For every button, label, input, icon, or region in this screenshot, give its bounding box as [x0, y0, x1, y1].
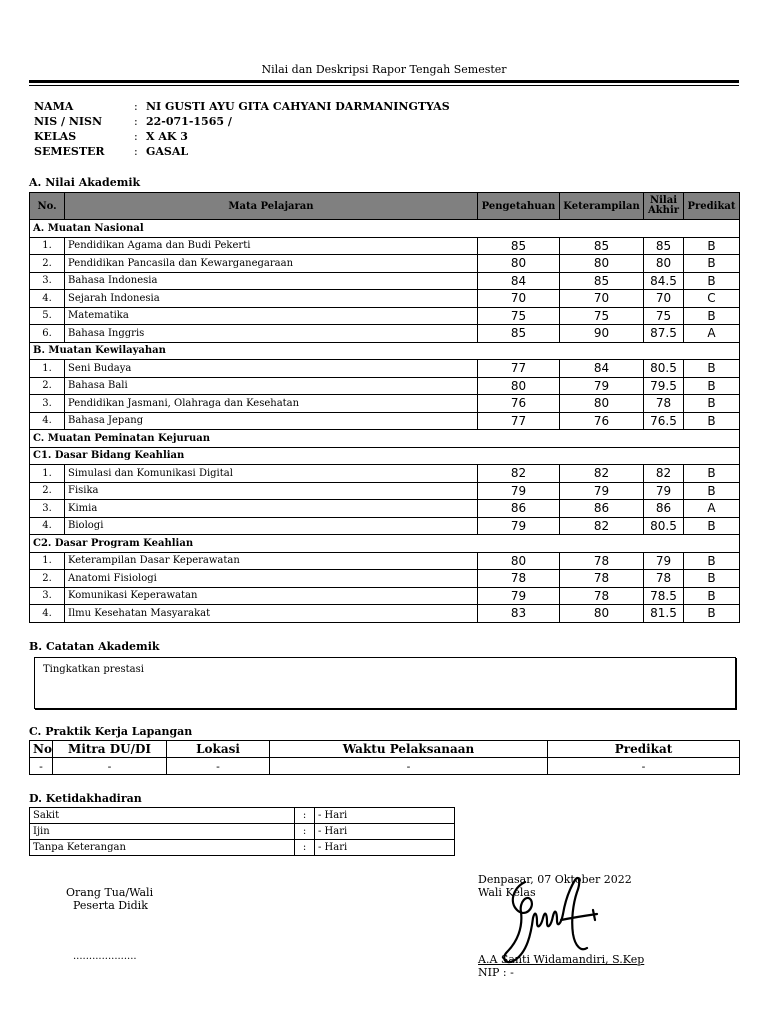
student-label: SEMESTER — [34, 145, 105, 158]
final-score: 76.5 — [644, 412, 684, 430]
final-score: 79.5 — [644, 377, 684, 395]
pkl-header-no: No — [30, 741, 53, 758]
attendance-value: - Hari — [315, 808, 455, 824]
subject-name: Pendidikan Agama dan Budi Pekerti — [65, 237, 478, 255]
subject-name: Anatomi Fisiologi — [65, 570, 478, 588]
final-score: 79 — [644, 552, 684, 570]
student-row — [34, 114, 450, 129]
attendance-label: Sakit — [30, 808, 295, 824]
predicate: B — [684, 570, 740, 588]
attendance-row — [30, 824, 455, 840]
header-skill: Keterampilan — [560, 193, 644, 220]
skill-score: 82 — [560, 517, 644, 535]
pkl-header-location: Lokasi — [167, 741, 270, 758]
subject-name: Bahasa Bali — [65, 377, 478, 395]
final-score: 80.5 — [644, 360, 684, 378]
header-knowledge: Pengetahuan — [478, 193, 560, 220]
predicate: A — [684, 500, 740, 518]
internship-row — [30, 758, 740, 775]
subject-name: Ilmu Kesehatan Masyarakat — [65, 605, 478, 623]
knowledge-score: 80 — [478, 377, 560, 395]
skill-score: 78 — [560, 587, 644, 605]
knowledge-score: 79 — [478, 517, 560, 535]
student-row — [34, 144, 450, 159]
table-row — [30, 290, 740, 308]
skill-score: 79 — [560, 482, 644, 500]
row-number: 1. — [30, 552, 65, 570]
table-row — [30, 570, 740, 588]
academic-note-box — [34, 657, 736, 709]
group-title: B. Muatan Kewilayahan — [30, 342, 740, 360]
row-number: 5. — [30, 307, 65, 325]
attendance-value: - Hari — [315, 824, 455, 840]
subject-name: Seni Budaya — [65, 360, 478, 378]
row-number: 1. — [30, 237, 65, 255]
predicate: C — [684, 290, 740, 308]
header-no: No. — [30, 193, 65, 220]
attendance-label: Ijin — [30, 824, 295, 840]
knowledge-score: 78 — [478, 570, 560, 588]
final-score: 80 — [644, 255, 684, 273]
knowledge-score: 85 — [478, 325, 560, 343]
final-score: 78.5 — [644, 587, 684, 605]
skill-score: 80 — [560, 255, 644, 273]
group-title: C1. Dasar Bidang Keahlian — [30, 447, 740, 465]
student-label: NIS / NISN — [34, 115, 103, 128]
row-number: 3. — [30, 395, 65, 413]
knowledge-score: 79 — [478, 482, 560, 500]
skill-score: 85 — [560, 237, 644, 255]
table-row — [30, 360, 740, 378]
colon: : — [134, 130, 138, 143]
row-number: 4. — [30, 290, 65, 308]
predicate: B — [684, 517, 740, 535]
group-title: C. Muatan Peminatan Kejuruan — [30, 430, 740, 448]
student-label: NAMA — [34, 100, 74, 113]
pkl-partner: - — [53, 758, 167, 775]
attendance-value: - Hari — [315, 840, 455, 856]
attendance-table — [29, 807, 455, 856]
subject-name: Pendidikan Jasmani, Olahraga dan Kesehatan — [65, 395, 478, 413]
knowledge-score: 85 — [478, 237, 560, 255]
internship-table — [29, 740, 740, 775]
group-row — [30, 430, 740, 448]
title-rule — [29, 80, 739, 83]
student-label: KELAS — [34, 130, 77, 143]
teacher-name: A.A Santi Widamandiri, S.Kep — [478, 953, 645, 966]
header-predicate: Predikat — [684, 193, 740, 220]
row-number: 1. — [30, 360, 65, 378]
pkl-no: - — [30, 758, 53, 775]
final-score: 82 — [644, 465, 684, 483]
subject-name: Matematika — [65, 307, 478, 325]
teacher-nip: NIP : - — [478, 966, 514, 979]
table-row — [30, 605, 740, 623]
final-score: 84.5 — [644, 272, 684, 290]
predicate: B — [684, 377, 740, 395]
skill-score: 85 — [560, 272, 644, 290]
colon: : — [295, 808, 315, 824]
header-final-line1: Nilai — [649, 195, 678, 206]
academic-note-text: Tingkatkan prestasi — [43, 664, 144, 675]
knowledge-score: 80 — [478, 552, 560, 570]
colon: : — [134, 145, 138, 158]
skill-score: 80 — [560, 395, 644, 413]
knowledge-score: 86 — [478, 500, 560, 518]
table-row — [30, 272, 740, 290]
parent-label-2: Peserta Didik — [73, 899, 148, 912]
subject-name: Simulasi dan Komunikasi Digital — [65, 465, 478, 483]
pkl-header-predicate: Predikat — [548, 741, 740, 758]
predicate: B — [684, 272, 740, 290]
table-row — [30, 482, 740, 500]
predicate: B — [684, 587, 740, 605]
table-row — [30, 377, 740, 395]
section-b-title: B. Catatan Akademik — [29, 640, 160, 653]
predicate: B — [684, 552, 740, 570]
skill-score: 78 — [560, 552, 644, 570]
header-subject: Mata Pelajaran — [65, 193, 478, 220]
colon: : — [134, 115, 138, 128]
predicate: B — [684, 237, 740, 255]
parent-signature-line: .................... — [73, 951, 137, 962]
knowledge-score: 82 — [478, 465, 560, 483]
row-number: 1. — [30, 465, 65, 483]
skill-score: 86 — [560, 500, 644, 518]
colon: : — [295, 840, 315, 856]
grades-table — [29, 192, 740, 623]
skill-score: 76 — [560, 412, 644, 430]
predicate: B — [684, 395, 740, 413]
colon: : — [134, 100, 138, 113]
final-score: 70 — [644, 290, 684, 308]
colon: : — [295, 824, 315, 840]
skill-score: 79 — [560, 377, 644, 395]
predicate: B — [684, 465, 740, 483]
student-info — [34, 99, 450, 159]
group-title: A. Muatan Nasional — [30, 220, 740, 238]
attendance-row — [30, 840, 455, 856]
student-row — [34, 129, 450, 144]
knowledge-score: 83 — [478, 605, 560, 623]
table-row — [30, 517, 740, 535]
attendance-label: Tanpa Keterangan — [30, 840, 295, 856]
table-row — [30, 255, 740, 273]
group-row — [30, 220, 740, 238]
section-c-title: C. Praktik Kerja Lapangan — [29, 725, 193, 738]
row-number: 4. — [30, 412, 65, 430]
row-number: 3. — [30, 587, 65, 605]
document-title: Nilai dan Deskripsi Rapor Tengah Semester — [261, 63, 507, 76]
knowledge-score: 77 — [478, 412, 560, 430]
table-row — [30, 465, 740, 483]
knowledge-score: 80 — [478, 255, 560, 273]
student-name: NI GUSTI AYU GITA CAHYANI DARMANINGTYAS — [146, 100, 450, 113]
subject-name: Kimia — [65, 500, 478, 518]
internship-header-row — [30, 741, 740, 758]
skill-score: 75 — [560, 307, 644, 325]
pkl-predicate: - — [548, 758, 740, 775]
final-score: 87.5 — [644, 325, 684, 343]
group-title: C2. Dasar Program Keahlian — [30, 535, 740, 553]
parent-label-1: Orang Tua/Wali — [66, 886, 154, 899]
header-final-line2: Akhir — [647, 205, 680, 216]
section-d-title: D. Ketidakhadiran — [29, 792, 142, 805]
final-score: 78 — [644, 570, 684, 588]
subject-name: Biologi — [65, 517, 478, 535]
table-row — [30, 412, 740, 430]
grades-header-row — [30, 193, 740, 220]
final-score: 79 — [644, 482, 684, 500]
table-row — [30, 237, 740, 255]
row-number: 4. — [30, 605, 65, 623]
subject-name: Pendidikan Pancasila dan Kewarganegaraan — [65, 255, 478, 273]
table-row — [30, 325, 740, 343]
knowledge-score: 84 — [478, 272, 560, 290]
section-a-title: A. Nilai Akademik — [29, 176, 141, 189]
row-number: 3. — [30, 500, 65, 518]
skill-score: 82 — [560, 465, 644, 483]
subject-name: Fisika — [65, 482, 478, 500]
attendance-row — [30, 808, 455, 824]
predicate: A — [684, 325, 740, 343]
subject-name: Bahasa Inggris — [65, 325, 478, 343]
row-number: 2. — [30, 570, 65, 588]
knowledge-score: 79 — [478, 587, 560, 605]
predicate: B — [684, 482, 740, 500]
student-row — [34, 99, 450, 114]
pkl-header-partner: Mitra DU/DI — [53, 741, 167, 758]
row-number: 2. — [30, 255, 65, 273]
student-class: X AK 3 — [146, 130, 188, 143]
final-score: 75 — [644, 307, 684, 325]
table-row — [30, 500, 740, 518]
pkl-time: - — [270, 758, 548, 775]
final-score: 80.5 — [644, 517, 684, 535]
subject-name: Keterampilan Dasar Keperawatan — [65, 552, 478, 570]
skill-score: 90 — [560, 325, 644, 343]
row-number: 3. — [30, 272, 65, 290]
pkl-location: - — [167, 758, 270, 775]
row-number: 2. — [30, 377, 65, 395]
row-number: 4. — [30, 517, 65, 535]
student-nis: 22-071-1565 / — [146, 115, 232, 128]
table-row — [30, 307, 740, 325]
skill-score: 80 — [560, 605, 644, 623]
skill-score: 84 — [560, 360, 644, 378]
predicate: B — [684, 412, 740, 430]
final-score: 85 — [644, 237, 684, 255]
group-row — [30, 447, 740, 465]
skill-score: 70 — [560, 290, 644, 308]
group-row — [30, 535, 740, 553]
subject-name: Sejarah Indonesia — [65, 290, 478, 308]
knowledge-score: 75 — [478, 307, 560, 325]
predicate: B — [684, 255, 740, 273]
group-row — [30, 342, 740, 360]
student-semester: GASAL — [146, 145, 189, 158]
subject-name: Komunikasi Keperawatan — [65, 587, 478, 605]
knowledge-score: 77 — [478, 360, 560, 378]
row-number: 2. — [30, 482, 65, 500]
header-final-score — [644, 193, 684, 220]
grades-body — [30, 220, 740, 623]
row-number: 6. — [30, 325, 65, 343]
skill-score: 78 — [560, 570, 644, 588]
knowledge-score: 76 — [478, 395, 560, 413]
predicate: B — [684, 605, 740, 623]
pkl-header-time: Waktu Pelaksanaan — [270, 741, 548, 758]
table-row — [30, 395, 740, 413]
table-row — [30, 587, 740, 605]
title-rule-thin — [29, 85, 739, 86]
final-score: 78 — [644, 395, 684, 413]
subject-name: Bahasa Indonesia — [65, 272, 478, 290]
knowledge-score: 70 — [478, 290, 560, 308]
subject-name: Bahasa Jepang — [65, 412, 478, 430]
final-score: 81.5 — [644, 605, 684, 623]
place-date: Denpasar, 07 Oktober 2022 — [478, 873, 632, 886]
teacher-role: Wali Kelas — [478, 886, 536, 899]
final-score: 86 — [644, 500, 684, 518]
predicate: B — [684, 307, 740, 325]
predicate: B — [684, 360, 740, 378]
table-row — [30, 552, 740, 570]
